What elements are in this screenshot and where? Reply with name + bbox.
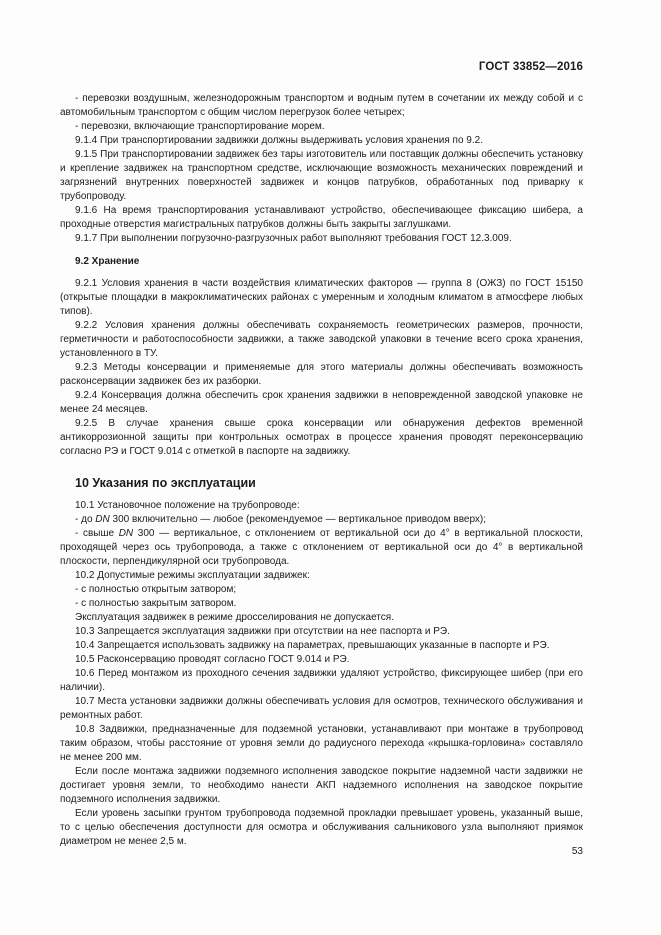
paragraph: Эксплуатация задвижек в режиме дросселирования не допускается. bbox=[75, 612, 394, 623]
subsection-heading: 9.2 Хранение bbox=[75, 256, 140, 267]
document-code: ГОСТ 33852—2016 bbox=[478, 61, 583, 73]
text-run: - до bbox=[75, 514, 96, 525]
paragraph: 10.7 Места установки задвижки должны обеспечивать условия для осмотров, технического обслуживания и ремонтных работ. bbox=[60, 696, 583, 721]
paragraph: Если после монтажа задвижки подземного исполнения заводское покрытие надземной части задвижки не достигает уровня земли, то необходимо нанести АКП надземного исполнения на заводское покрытие подземного исполнения задвижки. bbox=[60, 766, 583, 805]
dn-symbol: DN bbox=[118, 528, 134, 539]
paragraph: 9.1.6 На время транспортирования устанавливают устройство, обеспечивающее фиксацию шибера, а проходные отверстия магистральных патрубков должны быть закрыты заглушками. bbox=[60, 205, 583, 230]
paragraph: 10.6 Перед монтажом из проходного сечения задвижки удаляют устройство, фиксирующее шибер (при его наличии). bbox=[60, 668, 583, 693]
paragraph: Если уровень засыпки грунтом трубопровода подземной прокладки превышает уровень, указанный выше, то с целью обеспечения доступности для осмотра и обслуживания сальникового узла выполняют приямок диаметром не менее 2,5 м. bbox=[60, 808, 583, 847]
paragraph: 10.1 Установочное положение на трубопроводе: bbox=[75, 500, 300, 511]
paragraph: 10.4 Запрещается использовать задвижку на параметрах, превышающих указанные в паспорте и РЭ. bbox=[75, 640, 550, 651]
paragraph bbox=[60, 527, 583, 569]
paragraph: 10.3 Запрещается эксплуатация задвижки при отсутствии на нее паспорта и РЭ. bbox=[75, 626, 450, 637]
page-number: 53 bbox=[571, 846, 583, 857]
paragraph: - с полностью закрытым затвором. bbox=[75, 598, 237, 609]
paragraph: 10.8 Задвижки, предназначенные для подземной установки, устанавливают при монтаже в трубопровод таким образом, чтобы расстояние от уровня земли до радиусного перехода «крышка-горловина» составляло не менее 200 мм. bbox=[60, 724, 583, 763]
paragraph: 10.5 Расконсервацию проводят согласно ГОСТ 9.014 и РЭ. bbox=[75, 654, 350, 665]
paragraph bbox=[60, 513, 583, 527]
paragraph: 9.1.4 При транспортировании задвижки должны выдерживать условия хранения по 9.2. bbox=[75, 135, 483, 146]
paragraph: 9.2.5 В случае хранения свыше срока консервации или обнаружения дефектов временной антикоррозионной защиты при контрольных осмотрах в процессе хранения проводят переконсервацию согласно РЭ и ГОСТ 9.014 с отметкой в паспорте на задвижку. bbox=[60, 418, 583, 457]
text-run: - свыше bbox=[75, 528, 119, 539]
paragraph: 9.1.5 При транспортировании задвижек без тары изготовитель или поставщик должны обеспечить установку и крепление задвижек на транспортном средстве, исключающие возможность механических повреждений и загрязнений внутренних поверхностей задвижек и концов патрубков, обработанных под приварку к трубопроводу. bbox=[60, 149, 583, 202]
paragraph: - перевозки, включающие транспортирование морем. bbox=[75, 121, 325, 132]
section-heading: 10 Указания по эксплуатации bbox=[75, 476, 256, 490]
paragraph: 9.2.3 Методы консервации и применяемые для этого материалы должны обеспечивать возможность расконсервации задвижек без их разборки. bbox=[60, 362, 583, 387]
paragraph: 9.2.2 Условия хранения должны обеспечивать сохраняемость геометрических размеров, прочности, герметичности и работоспособности задвижки, а также заводской упаковки в течение всего срока хранения, установленного в ТУ. bbox=[60, 320, 583, 359]
paragraph: 9.1.7 При выполнении погрузочно-разгрузочных работ выполняют требования ГОСТ 12.3.009. bbox=[75, 233, 512, 244]
text-run: 300 — вертикальное, с отклонением от вертикальной оси до 4° в вертикальной плоскости, проходящей через ось трубопровода, а также с отклонением от вертикальной оси до 4° в вертикальной плоскости, перпендикулярной оси трубопровода. bbox=[60, 528, 583, 567]
paragraph: - с полностью открытым затвором; bbox=[75, 584, 237, 595]
paragraph: - перевозки воздушным, железнодорожным транспортом и водным путем в сочетании их между собой и с автомобильным транспортом с общим числом перегрузок более четырех; bbox=[60, 93, 583, 118]
dn-symbol: DN bbox=[95, 514, 110, 525]
paragraph: 9.2.1 Условия хранения в части воздействия климатических факторов — группа 8 (ОЖЗ) по ГОСТ 15150 (открытые площадки в макроклиматических районах с умеренным и холодным климатом в атмосфере любых типов). bbox=[60, 278, 583, 317]
paragraph: 9.2.4 Консервация должна обеспечить срок хранения задвижки в неповрежденной заводской упаковке не менее 24 месяцев. bbox=[60, 390, 583, 415]
text-run: 300 включительно — любое (рекомендуемое — вертикальное приводом вверх); bbox=[109, 514, 487, 525]
paragraph: 10.2 Допустимые режимы эксплуатации задвижек: bbox=[75, 570, 310, 581]
document-body bbox=[60, 90, 583, 849]
